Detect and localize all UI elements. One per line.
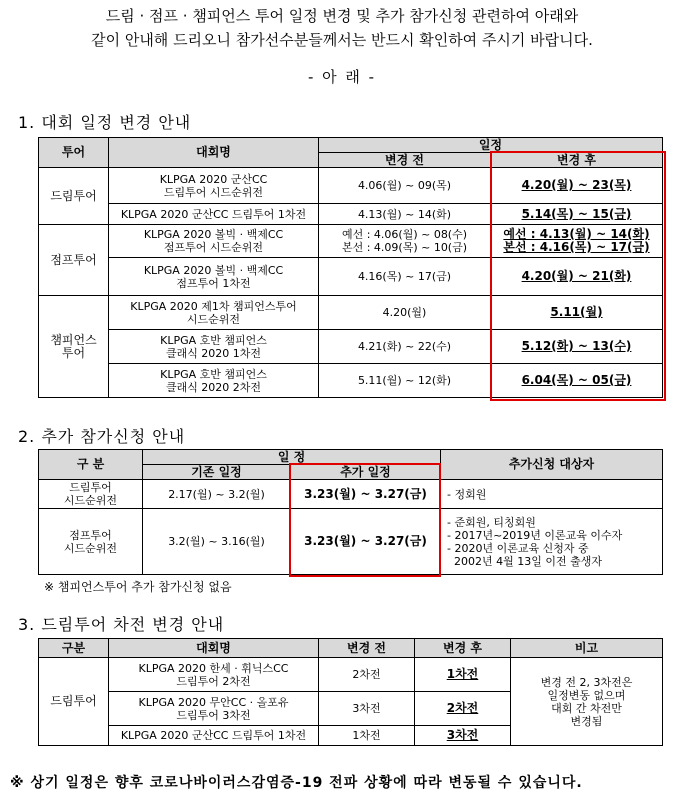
event-name-line-1: KLPGA 호반 챔피언스 — [160, 367, 267, 381]
target-line: - 정회원 — [447, 487, 487, 501]
header-after: 변경 후 — [491, 153, 663, 168]
event-name-line-2: 드림투어 시드순위전 — [163, 185, 264, 199]
date-after — [491, 296, 663, 330]
date-before — [319, 330, 491, 364]
date-before-line-1: 4.20(월) — [382, 306, 427, 319]
table-row — [39, 509, 663, 575]
event-name-line-2: 시드순위전 — [186, 312, 241, 326]
header-schedule-2: 일 정 — [143, 450, 441, 465]
table-row — [39, 364, 663, 398]
header-schedule: 일정 — [319, 138, 663, 153]
event-name-line-1: KLPGA 2020 볼빅 · 백제CC — [143, 263, 284, 277]
event-name-line-2: 클래식 2020 1차전 — [165, 346, 262, 360]
round-before: 1차전 — [319, 726, 415, 746]
table-row — [39, 168, 663, 204]
date-before-line-1: 4.21(화) ~ 22(수) — [357, 340, 452, 353]
event-name — [109, 726, 319, 746]
date-after-line-1: 5.14(목) ~ 15(금) — [521, 206, 632, 221]
event-name-line-1: KLPGA 호반 챔피언스 — [160, 333, 267, 347]
event-name — [109, 296, 319, 330]
event-name-line-2: 점프투어 1차전 — [176, 276, 251, 290]
date-after-line-1: 4.20(월) ~ 23(목) — [521, 178, 632, 192]
event-name — [109, 204, 319, 225]
table-row — [39, 258, 663, 296]
category — [39, 509, 143, 575]
date-before — [319, 296, 491, 330]
round-before: 3차전 — [319, 692, 415, 726]
event-name-line-1: KLPGA 2020 군산CC 드림투어 1차전 — [120, 207, 307, 221]
event-name-line-1: KLPGA 2020 제1차 챔피언스투어 — [130, 299, 297, 313]
tour-name: 드림투어 — [39, 658, 109, 746]
header-remarks: 비고 — [511, 639, 663, 658]
table-row — [39, 225, 663, 258]
category-line-2: 시드순위전 — [63, 541, 118, 555]
arae-heading: - 아 래 - — [307, 68, 377, 86]
header-name-3: 대회명 — [109, 639, 319, 658]
target-applicants — [441, 480, 663, 509]
category-line-1: 드림투어 — [69, 481, 112, 494]
round-change-table — [38, 638, 663, 746]
section-2-title: 2. 추가 참가신청 안내 — [18, 427, 186, 446]
event-name-line-2: 점프투어 시드순위전 — [163, 241, 264, 254]
target-line: - 2017년~2019년 이론교육 이수자 — [447, 528, 623, 542]
date-after — [491, 204, 663, 225]
date-after-line-1: 5.12(화) ~ 13(수) — [521, 339, 632, 353]
remarks-line: 변경됨 — [570, 714, 603, 728]
round-after: 2차전 — [415, 692, 511, 726]
date-after — [491, 330, 663, 364]
target-line: 2002년 4월 13일 이전 출생자 — [447, 554, 602, 568]
date-before-line-1: 5.11(월) ~ 12(화) — [357, 374, 452, 387]
target-applicants — [441, 509, 663, 575]
event-name-line-1: KLPGA 2020 볼빅 · 백제CC — [143, 228, 284, 241]
table-row — [39, 480, 663, 509]
category — [39, 480, 143, 509]
table-row — [39, 296, 663, 330]
round-before: 2차전 — [319, 658, 415, 692]
event-name — [109, 258, 319, 296]
target-line: - 준회원, 티칭회원 — [447, 515, 536, 529]
round-after: 1차전 — [415, 658, 511, 692]
schedule-change-table — [38, 137, 663, 398]
event-name-line-1: KLPGA 2020 군산CC 드림투어 1차전 — [120, 729, 307, 742]
event-name-line-2: 드림투어 2차전 — [176, 674, 251, 688]
date-before-line-1: 4.13(월) ~ 14(화) — [357, 207, 452, 221]
remarks — [511, 658, 663, 746]
event-name — [109, 692, 319, 726]
date-before — [319, 204, 491, 225]
tour-name: 점프투어 — [39, 225, 109, 296]
date-before-line-2: 본선 : 4.09(목) ~ 10(금) — [341, 241, 468, 254]
date-after-line-1: 예선 : 4.13(월) ~ 14(화) — [503, 227, 650, 241]
additional-schedule: 3.23(월) ~ 3.27(금) — [291, 509, 441, 575]
table-row — [39, 204, 663, 225]
intro-line-2: 같이 안내해 드리오니 참가선수분들께서는 반드시 확인하여 주시기 바랍니다. — [91, 31, 593, 49]
date-before-line-1: 예선 : 4.06(월) ~ 08(수) — [341, 228, 468, 241]
table-row — [39, 330, 663, 364]
date-after-line-1: 5.11(월) — [550, 305, 603, 319]
champions-note: ※ 챔피언스투어 추가 참가신청 없음 — [44, 580, 232, 594]
header-before: 변경 전 — [319, 153, 491, 168]
date-before — [319, 364, 491, 398]
header-name: 대회명 — [109, 138, 319, 168]
additional-schedule: 3.23(월) ~ 3.27(금) — [291, 480, 441, 509]
event-name — [109, 168, 319, 204]
round-after: 3차전 — [415, 726, 511, 746]
event-name — [109, 364, 319, 398]
remarks-line: 일정변동 없으며 — [547, 688, 626, 702]
header-target: 추가신청 대상자 — [441, 450, 663, 480]
event-name-line-2: 클래식 2020 2차전 — [165, 380, 262, 394]
header-category-3: 구분 — [39, 639, 109, 658]
intro-line-1: 드림 · 점프 · 챔피언스 투어 일정 변경 및 추가 참가신청 관련하여 아래와 — [105, 7, 579, 25]
existing-schedule: 2.17(월) ~ 3.2(월) — [143, 480, 291, 509]
category-line-1: 점프투어 — [69, 528, 112, 542]
existing-schedule: 3.2(월) ~ 3.16(월) — [143, 509, 291, 575]
header-before-3: 변경 전 — [319, 639, 415, 658]
event-name-line-1: KLPGA 2020 한세 · 휘닉스CC — [138, 661, 289, 675]
event-name-line-1: KLPGA 2020 무안CC · 올포유 — [138, 695, 289, 709]
table-row — [39, 658, 663, 692]
event-name-line-1: KLPGA 2020 군산CC — [159, 172, 268, 186]
header-existing: 기존 일정 — [143, 465, 291, 480]
tour-name: 챔피언스 투어 — [39, 296, 109, 398]
event-name — [109, 225, 319, 258]
intro-text — [0, 4, 684, 52]
event-name — [109, 658, 319, 692]
date-after — [491, 225, 663, 258]
date-before-line-1: 4.16(목) ~ 17(금) — [357, 270, 452, 283]
date-before — [319, 258, 491, 296]
event-name-line-2: 드림투어 3차전 — [176, 708, 251, 722]
event-name — [109, 330, 319, 364]
category-line-2: 시드순위전 — [63, 494, 118, 507]
date-after — [491, 364, 663, 398]
header-category: 구 분 — [39, 450, 143, 480]
header-additional: 추가 일정 — [291, 465, 441, 480]
date-after-line-2: 본선 : 4.16(목) ~ 17(금) — [503, 240, 650, 254]
footnote: ※ 상기 일정은 향후 코로나바이러스감염증-19 전파 상황에 따라 변동될 수 있습니다. — [10, 775, 583, 791]
remarks-line: 변경 전 2, 3차전은 — [540, 675, 633, 689]
tour-name: 드림투어 — [39, 168, 109, 225]
header-tour: 투어 — [39, 138, 109, 168]
date-after — [491, 258, 663, 296]
target-line: - 2020년 이론교육 신청자 중 — [447, 541, 589, 555]
remarks-line: 대회 간 차전만 — [551, 701, 622, 715]
date-after-line-1: 4.20(월) ~ 21(화) — [521, 269, 632, 283]
date-before-line-1: 4.06(월) ~ 09(목) — [357, 179, 452, 192]
header-after-3: 변경 후 — [415, 639, 511, 658]
date-after — [491, 168, 663, 204]
date-after-line-1: 6.04(목) ~ 05(금) — [521, 373, 632, 387]
date-before — [319, 225, 491, 258]
section-3-title: 3. 드림투어 차전 변경 안내 — [18, 615, 225, 634]
date-before — [319, 168, 491, 204]
section-1-title: 1. 대회 일정 변경 안내 — [18, 113, 192, 132]
additional-application-table — [38, 449, 663, 575]
